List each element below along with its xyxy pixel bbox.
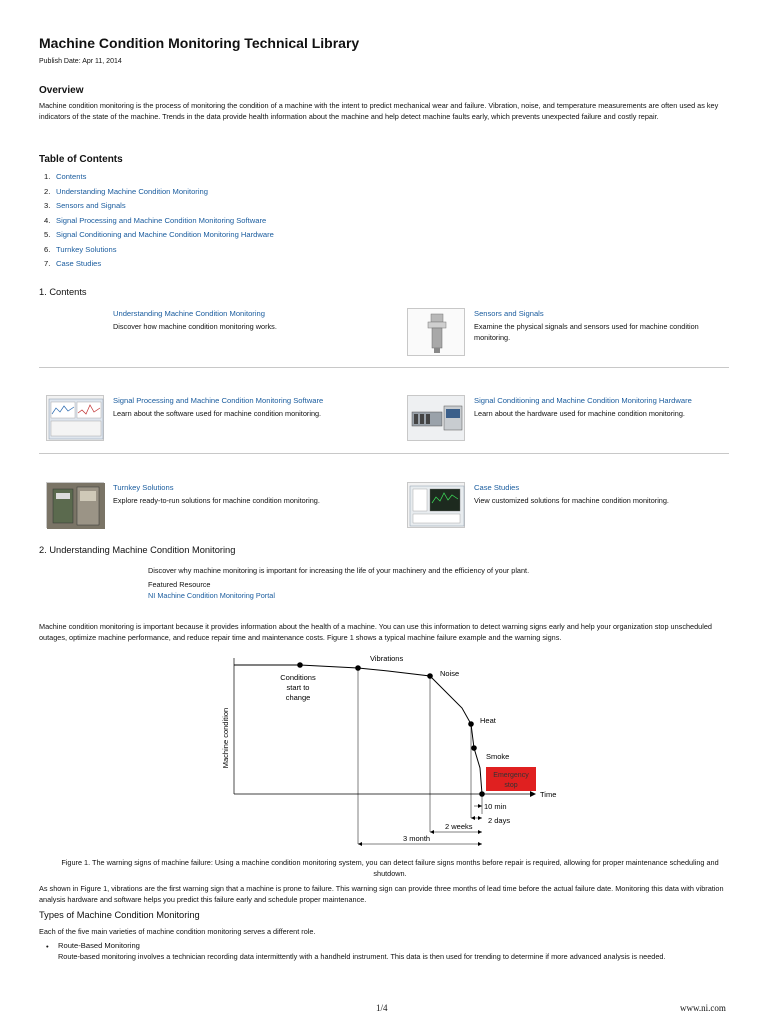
label-heat: Heat: [480, 716, 496, 725]
interval-arrow: [478, 816, 482, 820]
label-emergency: Emergency: [493, 772, 529, 779]
toc-item[interactable]: 5. Signal Conditioning and Machine Condition Monitoring Hardware: [44, 230, 274, 239]
understanding-intro: Discover why machine monitoring is important for increasing the life of your machinery and the efficiency of your plant.: [148, 566, 530, 575]
interval-arrow: [471, 816, 475, 820]
interval-arrow: [478, 842, 482, 846]
table-of-contents: [44, 171, 274, 273]
after-figure-text: As shown in Figure 1, vibrations are the first warning sign that a machine is prone to failure. This warning sign can provide three months of lead time before the actual failure date. Monitoring this data with vibration analysis hardware and software helps you predict this failure early and schedule proper maintenance.: [39, 884, 724, 904]
toc-link-signal-conditioning[interactable]: Signal Conditioning and Machine Condition Monitoring Hardware: [56, 230, 274, 239]
interval-arrow: [430, 830, 434, 834]
label-2weeks: 2 weeks: [445, 822, 473, 831]
label-smoke: Smoke: [486, 752, 510, 761]
label-conditions: change: [285, 693, 311, 702]
card-title[interactable]: Sensors and Signals: [474, 309, 544, 318]
types-intro: Each of the five main varieties of machine condition monitoring serves a different role.: [39, 927, 316, 936]
card-description: Discover how machine condition monitoring works.: [113, 322, 277, 331]
y-axis-label: Machine condition: [221, 707, 230, 769]
bullet-dot: •: [46, 942, 49, 951]
content-card-signal-processing[interactable]: [39, 395, 379, 475]
content-card-signal-conditioning[interactable]: [400, 395, 740, 475]
page-number: 1/4: [376, 1003, 388, 1013]
card-description: Examine the physical signals and sensors used for machine condition monitoring.: [474, 322, 699, 342]
label-10min: 10 min: [484, 802, 507, 811]
point-smoke: [471, 745, 477, 751]
label-conditions: Conditions: [280, 673, 316, 682]
software-screenshot-image[interactable]: [46, 395, 104, 441]
types-heading: Types of Machine Condition Monitoring: [39, 910, 200, 920]
card-title[interactable]: Case Studies: [474, 483, 520, 492]
label-2days: 2 days: [488, 816, 511, 825]
card-title[interactable]: Understanding Machine Condition Monitoring: [113, 309, 265, 318]
toc-link-turnkey[interactable]: Turnkey Solutions: [56, 244, 117, 254]
point-stop: [479, 791, 485, 797]
overview-text: Machine condition monitoring is the process of monitoring the condition of a machine with the intent to predict mechanical wear and failure. Vibration, noise, and temperature measurements are often used as key indicators of the state of the machine. Trends in the data provide health information about the machine and help detect machine faults early, which prevents unexpected failure and costly repair.: [39, 101, 719, 121]
point-vibrations: [355, 665, 361, 671]
x-axis-label: Time: [540, 790, 557, 799]
case-study-image[interactable]: [407, 482, 465, 528]
toc-heading: Table of Contents: [39, 154, 123, 165]
label-3month: 3 month: [403, 834, 431, 843]
hardware-image[interactable]: [407, 395, 465, 441]
understanding-heading: 2. Understanding Machine Condition Monitoring: [39, 545, 236, 555]
toc-link-case-studies[interactable]: Case Studies: [56, 259, 102, 268]
sensor-image[interactable]: [407, 308, 465, 356]
bullet-title: Route-Based Monitoring: [58, 941, 140, 950]
toc-item[interactable]: 4. Signal Processing and Machine Condition Monitoring Software: [44, 215, 267, 225]
interval-arrow: [358, 842, 362, 846]
publish-date: Publish Date: Apr 11, 2014: [39, 58, 122, 65]
toc-item[interactable]: 3. Sensors and Signals: [44, 201, 126, 210]
featured-resource-label: Featured Resource: [148, 580, 211, 589]
bullet-text: Route-based monitoring involves a technician recording data intermittently with a handheld instrument. This data is then used for trending to determine if more advanced analysis is needed.: [58, 952, 666, 961]
point-heat: [468, 721, 474, 727]
toc-link-understanding[interactable]: Understanding Machine Condition Monitoring: [56, 186, 208, 196]
card-description: Learn about the hardware used for machine condition monitoring.: [474, 409, 685, 418]
label-emergency: stop: [504, 782, 518, 789]
toc-link-sensors[interactable]: Sensors and Signals: [56, 201, 126, 210]
divider: [39, 367, 729, 368]
divider: [39, 453, 729, 454]
interval-arrow: [478, 830, 482, 834]
label-noise: Noise: [440, 669, 460, 678]
card-title[interactable]: Turnkey Solutions: [113, 483, 174, 492]
contents-heading: 1. Contents: [39, 287, 87, 297]
point-noise: [427, 673, 433, 679]
x-axis-arrow: [530, 791, 536, 797]
label-vibrations: Vibrations: [370, 654, 404, 663]
card-description: Explore ready-to-run solutions for machine condition monitoring.: [113, 496, 320, 505]
point-conditions: [297, 662, 303, 668]
machine-failure-chart: [218, 648, 557, 848]
turnkey-image[interactable]: [46, 482, 104, 528]
card-description: Learn about the software used for machine condition monitoring.: [113, 409, 322, 418]
content-card-sensors[interactable]: [400, 308, 740, 388]
toc-item[interactable]: 7. Case Studies: [44, 259, 102, 268]
toc-item[interactable]: 2. Understanding Machine Condition Monitoring: [44, 186, 208, 196]
toc-item[interactable]: 6. Turnkey Solutions: [44, 244, 117, 254]
card-description: View customized solutions for machine condition monitoring.: [474, 496, 669, 505]
content-card-understanding[interactable]: [39, 308, 379, 388]
page-title: Machine Condition Monitoring Technical Library: [39, 35, 360, 51]
interval-arrow: [478, 804, 482, 808]
toc-link-contents[interactable]: Contents: [56, 172, 87, 181]
toc-item[interactable]: 1. Contents: [44, 172, 87, 181]
featured-resource-link[interactable]: NI Machine Condition Monitoring Portal: [148, 591, 275, 600]
figure-caption: Figure 1. The warning signs of machine failure: Using a machine condition monitoring system, you can detect failure signs months before repair is required, allowing for proper maintenance scheduling and shutdown.: [61, 858, 719, 878]
understanding-body: Machine condition monitoring is important because it provides information about the health of a machine. You can use this information to detect warning signs early and help your organization stop unscheduled outages, optimize machine performance, and reduce repair time and maintenance costs. Figure 1 shows a typical machine failure example and the warning signs.: [39, 622, 712, 642]
card-title[interactable]: Signal Conditioning and Machine Condition Monitoring Hardware: [474, 396, 692, 405]
footer-url[interactable]: www.ni.com: [680, 1003, 726, 1013]
label-conditions: start to: [286, 683, 310, 692]
overview-heading: Overview: [39, 85, 84, 96]
content-card-case-studies[interactable]: [400, 482, 740, 562]
toc-link-signal-processing[interactable]: Signal Processing and Machine Condition Monitoring Software: [56, 215, 267, 225]
card-title[interactable]: Signal Processing and Machine Condition Monitoring Software: [113, 396, 324, 405]
